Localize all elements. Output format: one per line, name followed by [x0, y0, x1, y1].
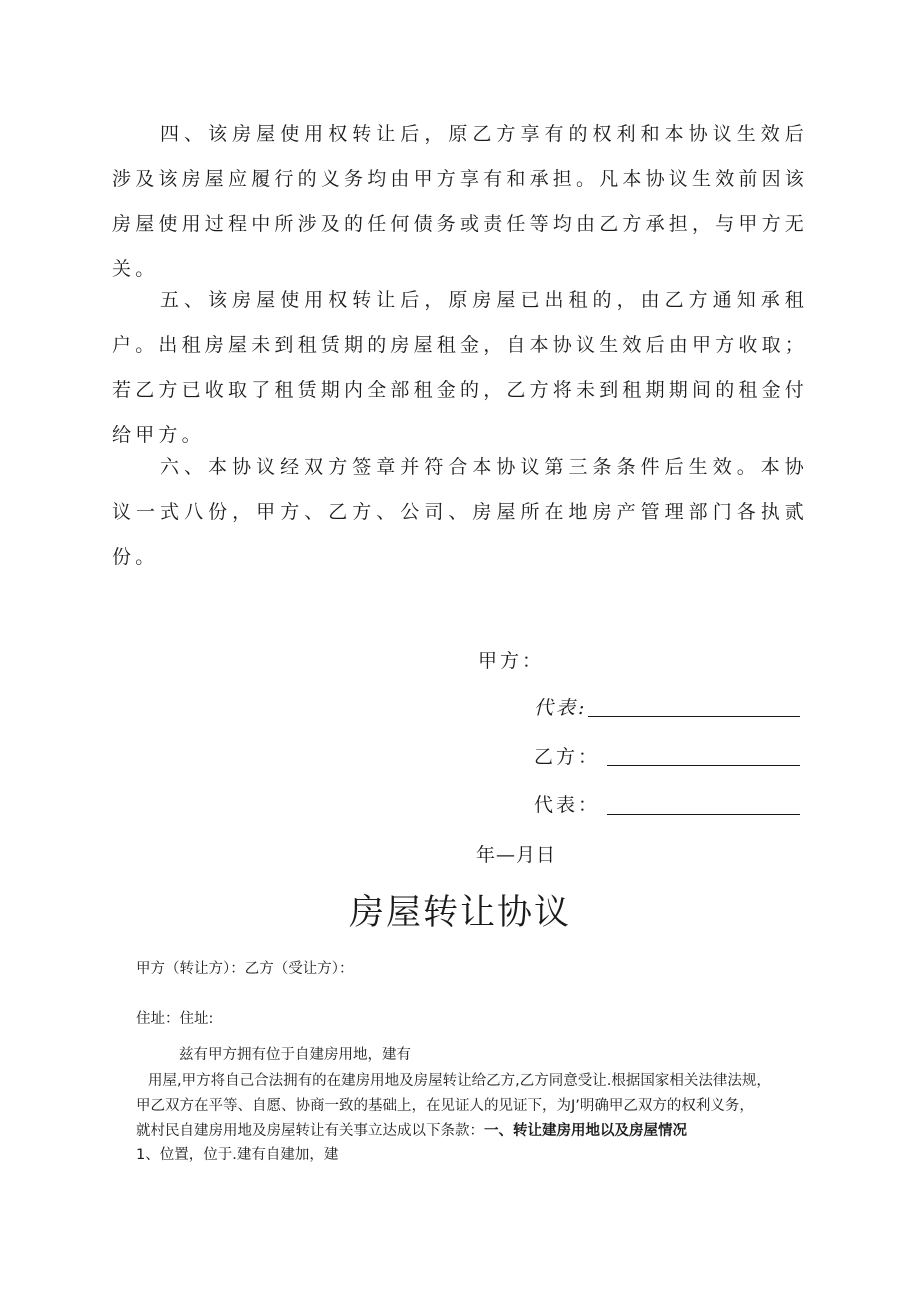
body-line-3: [136, 1118, 687, 1144]
section-one-heading: 一、转让建房用地以及房屋情况: [484, 1123, 687, 1139]
clause-four: 四、该房屋使用权转让后，原乙方享有的权利和本协议生效后涉及该房屋应履行的义务均由甲方享有和承担。凡本协议生效前因该房屋使用过程中所涉及的任何债务或责任等均由乙方承担，与甲方无关。: [112, 123, 809, 280]
party-a-label: 甲方：: [478, 650, 545, 672]
party-b-blank: [607, 765, 800, 766]
clause-five: 五、该房屋使用权转让后，原房屋已出租的，由乙方通知承租户。出租房屋未到租赁期的房屋租金，自本协议生效后由甲方收取；若乙方已收取了租赁期内全部租金的，乙方将未到租期期间的租金付给甲方。: [112, 289, 809, 446]
body-line-2: 甲乙双方在平等、自愿、协商一致的基础上，在见证人的见证下，为J’明确甲乙双方的权利义务，: [136, 1098, 754, 1114]
parties-line: 甲方（转让方）：乙方（受让方）：: [136, 961, 354, 977]
body-line-1: 用屋,甲方将自己合法拥有的在建房用地及房屋转让给乙方,乙方同意受让.根据国家相关法律法规，: [148, 1073, 771, 1089]
party-a-representative-blank: [588, 716, 800, 717]
body-line-3-text: 就村民自建房用地及房屋转让有关事立达成以下条款：: [136, 1123, 484, 1139]
intro-line: 兹有甲方拥有位于自建房用地，建有: [179, 1047, 411, 1063]
party-a-representative-label: 代表:: [534, 697, 588, 719]
address-line: 住址：住址:: [136, 1011, 214, 1027]
signing-date: 年—月日: [476, 844, 557, 866]
document-title: 房屋转让协议: [348, 893, 571, 933]
party-b-label: 乙方：: [534, 746, 601, 768]
party-b-representative-blank: [607, 814, 800, 815]
clause-six: 六、本协议经双方签章并符合本协议第三条条件后生效。本协议一式八份，甲方、乙方、公司、房屋所在地房产管理部门各执贰份。: [112, 456, 808, 568]
party-b-representative-label: 代表：: [534, 794, 601, 816]
item-one-location: 1、位置，位于.建有自建加，建: [136, 1147, 339, 1163]
